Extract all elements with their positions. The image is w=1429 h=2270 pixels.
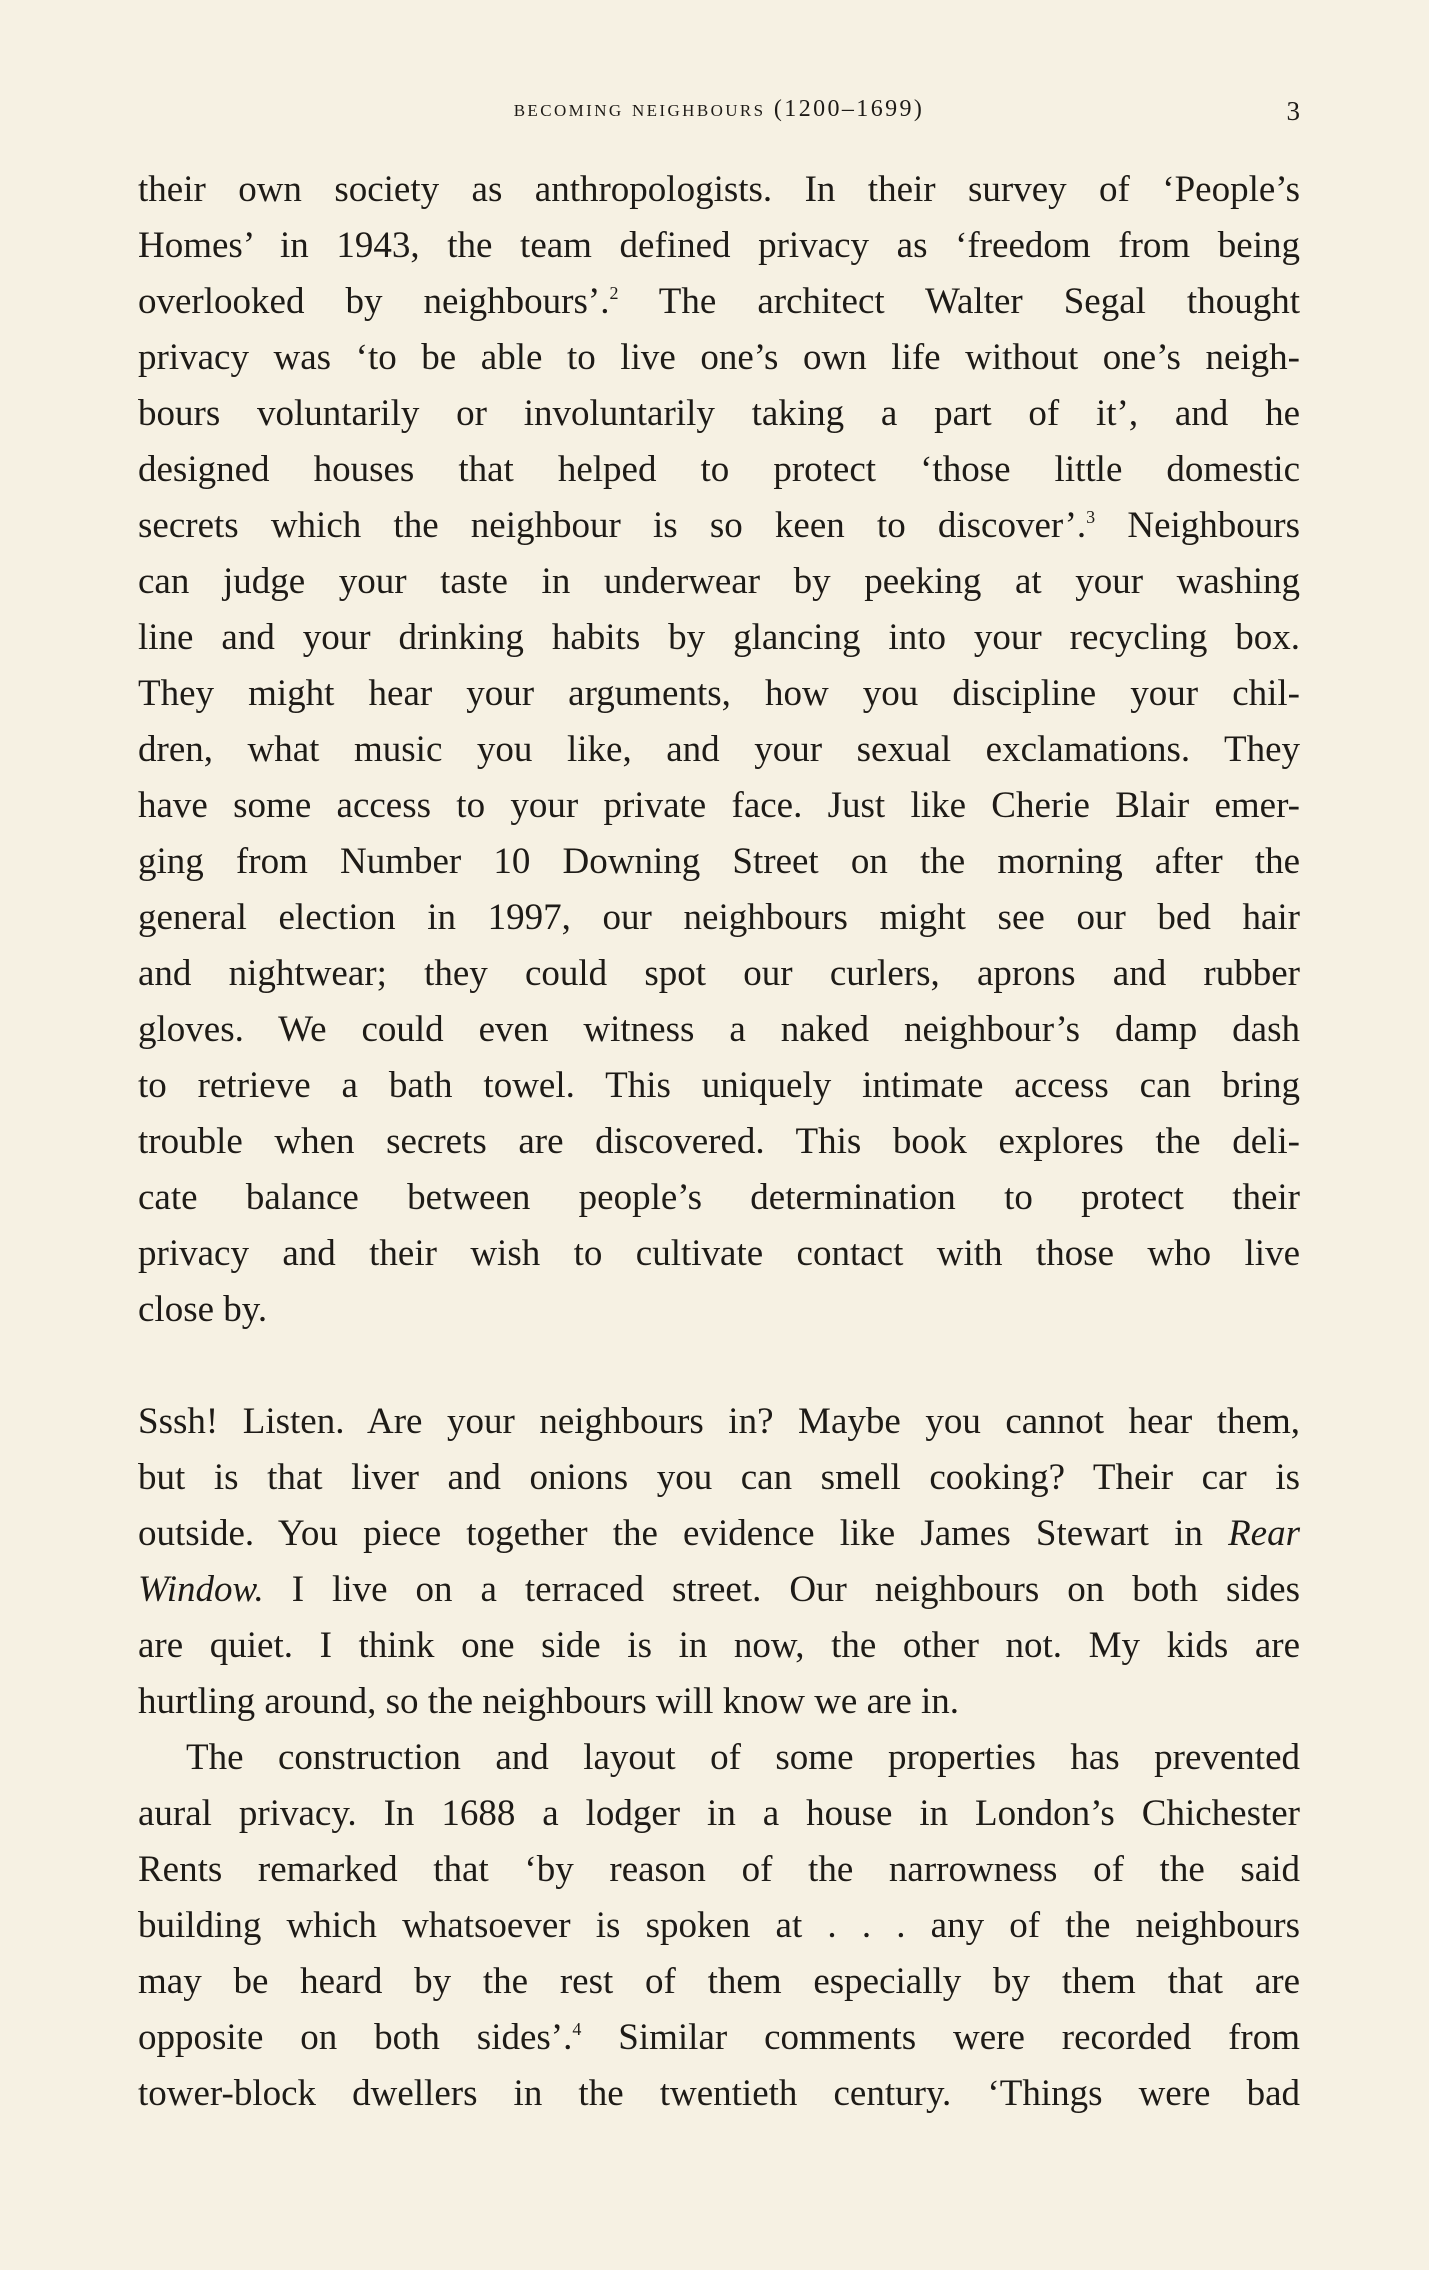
text-line — [138, 498, 1300, 554]
text-line: cate balance between people’s determination to protect their — [138, 1177, 1300, 1218]
text-line: are quiet. I think one side is in now, the other not. My kids are — [138, 1625, 1300, 1666]
text-line: gloves. We could even witness a naked neighbour’s damp dash — [138, 1009, 1300, 1050]
text-line: Rents remarked that ‘by reason of the narrowness of the said — [138, 1849, 1300, 1890]
text-line: hurtling around, so the neighbours will know we are in. — [138, 1681, 960, 1722]
section-break — [138, 1338, 1300, 1394]
film-title: Window. — [138, 1569, 264, 1610]
text-segment: outside. You piece together the evidence like James Stewart in — [138, 1513, 1203, 1554]
text-segment: The architect Walter Segal thought — [658, 281, 1300, 322]
text-line: have some access to your private face. Just like Cherie Blair emer- — [138, 785, 1300, 826]
text-line: general election in 1997, our neighbours might see our bed hair — [138, 897, 1300, 938]
text-line: They might hear your arguments, how you discipline your chil- — [138, 673, 1300, 714]
text-line: designed houses that helped to protect ‘those little domestic — [138, 449, 1300, 490]
text-segment: Neighbours — [1127, 505, 1300, 546]
text-line: Homes’ in 1943, the team defined privacy as ‘freedom from being — [138, 225, 1300, 266]
text-segment: opposite on both sides’. — [138, 2017, 573, 2058]
text-segment: secrets which the neighbour is so keen to discover’. — [138, 505, 1087, 546]
text-line — [138, 2010, 1300, 2066]
text-segment: overlooked by neighbours’. — [138, 281, 610, 322]
text-line: The construction and layout of some properties has prevented — [186, 1737, 1300, 1778]
text-line: aural privacy. In 1688 a lodger in a house in London’s Chichester — [138, 1793, 1300, 1834]
text-line: may be heard by the rest of them especially by them that are — [138, 1961, 1300, 2002]
text-segment: Similar comments were recorded from — [618, 2017, 1301, 2058]
text-line: Sssh! Listen. Are your neighbours in? Maybe you cannot hear them, — [138, 1401, 1300, 1442]
text-line: tower-block dwellers in the twentieth century. ‘Things were bad — [138, 2073, 1300, 2114]
text-line — [138, 1562, 1300, 1618]
text-line: privacy was ‘to be able to live one’s own life without one’s neigh- — [138, 337, 1300, 378]
page-number: 3 — [1286, 96, 1300, 126]
paragraph — [138, 162, 1300, 1338]
text-line: their own society as anthropologists. In their survey of ‘People’s — [138, 169, 1300, 210]
paragraph — [138, 1730, 1300, 2122]
page-header — [138, 96, 1300, 136]
text-segment: I live on a terraced street. Our neighbours on both sides — [291, 1569, 1300, 1610]
text-line: privacy and their wish to cultivate contact with those who live — [138, 1233, 1300, 1274]
text-line: to retrieve a bath towel. This uniquely intimate access can bring — [138, 1065, 1300, 1106]
text-line: trouble when secrets are discovered. This book explores the deli- — [138, 1121, 1300, 1162]
footnote-marker: 4 — [572, 2019, 582, 2039]
body-text — [138, 162, 1300, 2122]
text-line: building which whatsoever is spoken at . . . any of the neighbours — [138, 1905, 1300, 1946]
text-line: can judge your taste in underwear by peeking at your washing — [138, 561, 1300, 602]
text-line — [138, 1506, 1300, 1562]
text-line: line and your drinking habits by glancing into your recycling box. — [138, 617, 1300, 658]
running-head: becoming neighbours (1200–1699) — [513, 96, 925, 122]
text-line: close by. — [138, 1289, 268, 1330]
footnote-marker: 2 — [609, 283, 619, 303]
text-line: and nightwear; they could spot our curlers, aprons and rubber — [138, 953, 1300, 994]
text-line — [138, 274, 1300, 330]
text-line: bours voluntarily or involuntarily taking a part of it’, and he — [138, 393, 1300, 434]
text-line: but is that liver and onions you can smell cooking? Their car is — [138, 1457, 1300, 1498]
paragraph — [138, 1394, 1300, 1730]
text-line: ging from Number 10 Downing Street on the morning after the — [138, 841, 1300, 882]
film-title: Rear — [1228, 1513, 1300, 1554]
text-line: dren, what music you like, and your sexual exclamations. They — [138, 729, 1300, 770]
footnote-marker: 3 — [1086, 507, 1096, 527]
